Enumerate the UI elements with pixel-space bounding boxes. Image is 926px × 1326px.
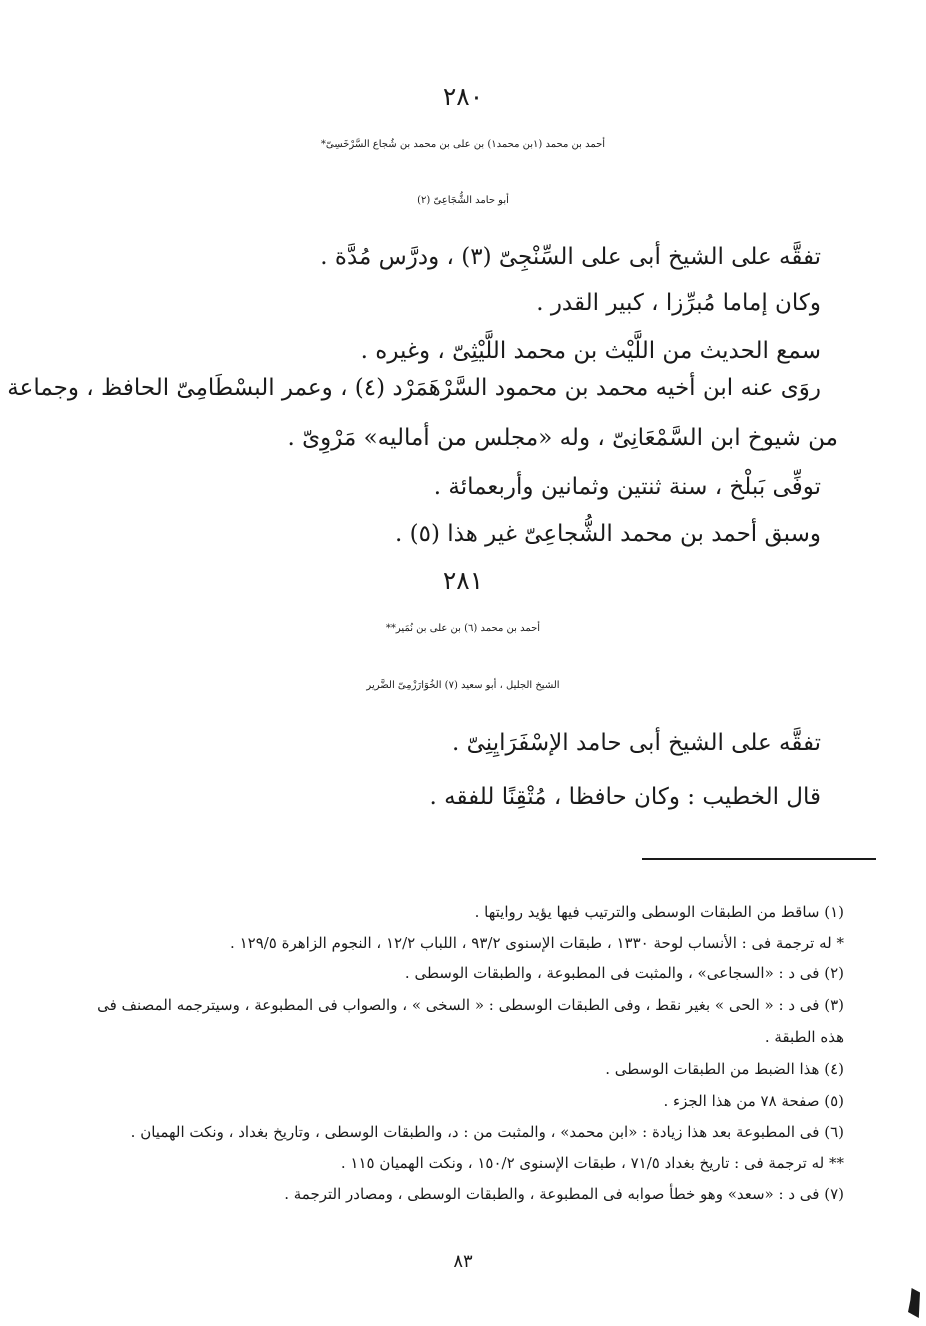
- entry-name-line: أحمد بن محمد (١بن محمد١) بن على بن محمد بن شُجاع السَّرْخَسِىّ*: [320, 139, 606, 150]
- text-line: سمع الحديث من اللَّيْث بن محمد اللَّيْثِىّ ، وغيره .: [360, 338, 821, 364]
- entry-number: ٢٨١: [442, 566, 484, 595]
- entry-kunya-line: الشيخ الجليل ، أبو سعيد (٧) الخُوَارَزْمِىّ الضَّرير: [366, 680, 560, 691]
- footnote-continuation: هذه الطبقة .: [764, 1028, 844, 1046]
- entry-number: ٢٨٠: [442, 82, 484, 111]
- text-line: وكان إماما مُبرِّزا ، كبير القدر .: [536, 290, 821, 316]
- entry-kunya-line: أبو حامد الشُّجَاعِىّ (٢): [417, 195, 509, 206]
- scan-edge-mark: [908, 1288, 920, 1318]
- text-line: تفقَّه على الشيخ أبى حامد الإسْفَرَايِنِىّ .: [452, 730, 821, 756]
- text-line: توفِّى بَبلْخ ، سنة ثنتين وثمانين وأربعمائة .: [433, 474, 821, 500]
- text-line: من شيوخ ابن السَّمْعَانِىّ ، وله «مجلس من أماليه» مَرْوِىّ .: [287, 425, 838, 451]
- entry-name-line: أحمد بن محمد (٦) بن على بن نُمَير**: [385, 623, 541, 634]
- footnote: * له ترجمة فى : الأنساب لوحة ١٣٣٠ ، طبقات الإسنوى ٩٣/٢ ، اللباب ١٢/٢ ، النجوم الزاهرة ١٢٩/٥ .: [230, 934, 844, 952]
- text-line: روَى عنه ابن أخيه محمد بن محمود السَّرْهَمَرْد (٤) ، وعمر البسْطَامِىّ الحافظ ، وجماعة: [7, 375, 821, 401]
- page-number: ٨٣: [453, 1251, 473, 1272]
- footnote: (١) ساقط من الطبقات الوسطى والترتيب فيها يؤيد روايتها .: [474, 903, 844, 921]
- footnote: (٢) فى د : «السجاعى» ، والمثبت فى المطبوعة ، والطبقات الوسطى .: [404, 964, 844, 982]
- text-line: وسبق أحمد بن محمد الشُّجاعِىّ غير هذا (٥) .: [395, 521, 821, 547]
- footnote: (٧) فى د : «سعد» وهو خطأ صوابه فى المطبوعة ، والطبقات الوسطى ، ومصادر الترجمة .: [284, 1185, 844, 1203]
- text-line: قال الخطيب : وكان حافظا ، مُتْقِنًا للفقه .: [429, 784, 821, 810]
- text-line: تفقَّه على الشيخ أبى على السِّنْجِىّ (٣) ، ودرَّس مُدَّة .: [320, 244, 821, 270]
- footnote: ** له ترجمة فى : تاريخ بغداد ٧١/٥ ، طبقات الإسنوى ١٥٠/٢ ، ونكت الهميان ١١٥ .: [340, 1154, 844, 1172]
- footnote-separator: [642, 858, 876, 860]
- footnote: (٤) هذا الضبط من الطبقات الوسطى .: [605, 1060, 844, 1078]
- footnote: (٦) فى المطبوعة بعد هذا زيادة : «ابن محمد» ، والمثبت من : د، والطبقات الوسطى ، وتاريخ بغداد ، ونكت الهميان .: [130, 1123, 844, 1141]
- footnote: (٥) صفحة ٧٨ من هذا الجزء .: [663, 1092, 844, 1110]
- footnote: (٣) فى د : « الحى » بغير نقط ، وفى الطبقات الوسطى : « السخى » ، والصواب فى المطبوعة ، وسيترجمه المصنف فى: [97, 996, 844, 1014]
